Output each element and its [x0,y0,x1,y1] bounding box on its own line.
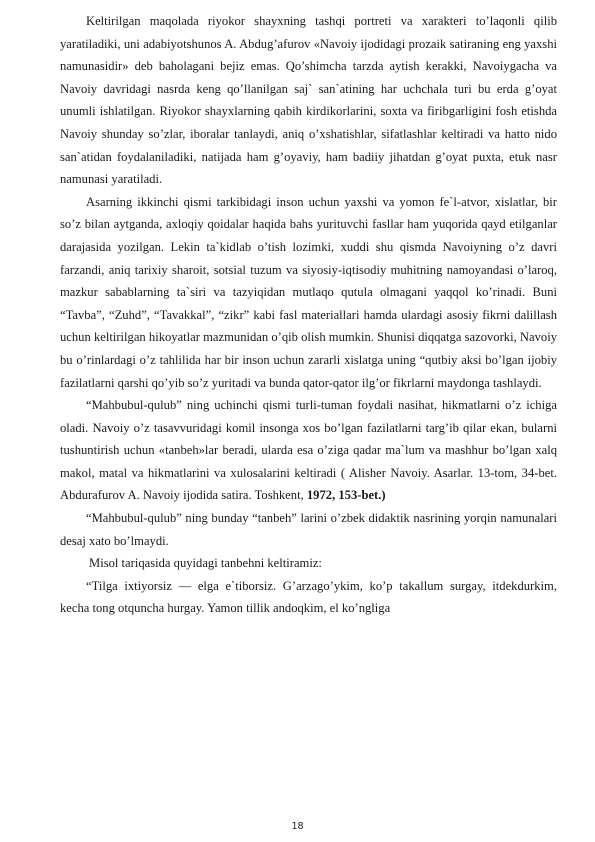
paragraph-tanbeh-summary: “Mahbubul-qulub” ning bunday “tanbeh” larini o’zbek didaktik nasrining yorqin namunalari desaj xato bo’lmaydi. [60,511,557,548]
paragraph-third-part-text: “Mahbubul-qulub” ning uchinchi qismi turli-tuman foydali nasihat, hikmatlarni o’z ichiga oladi. Navoiy o’z tasavvuridagi komil insonga xos bo’lgan fazilatlarni targ’ib qilar ekan, bularni tushuntirish uchun «tanbeh»lar beradi, ularda esa o’ziga qadar ma`lum va mashhur bo’lgan xalq makol, matal va hikmatlarini va xulosalarini keltiradi ( Alisher Navoiy. Asarlar. 13-tom, 34-bet. Abdurafurov A. Navoiy ijodida satira. Toshkent, [60,398,557,503]
paragraph-quote-start: “Tilga ixtiyorsiz — elga e`tiborsiz. G’arzago’ykim, ko’p takallum surgay, itdekdurkim, kecha tong otquncha hurgay. Yamon tillik andoqkim, el ko’ngliga [60,578,557,616]
paragraph-satire-analysis: Keltirilgan maqolada riyokor shayxning tashqi portreti va xarakteri to’laqonli qilib yaratiladiki, uni adabiyotshunos A. Abdug’afurov «Navoiy ijodidagi prozaik satiraning eng yaxshi namunasidir» deb baholagani bejiz emas. Qo’shimcha tarzda aytish kerakki, Navoiygacha va Navoiy davridagi nasrda keng qo’llanilgan saj` san`atining har uchchala turi bu erda g’oyat unumli ishlatilgan. Riyokor shayxlarning qabih kirdikorlarini, soxta va firibgarligini fosh etishda Navoiy shunday so’zlar, iboralar tanlaydi, aniq o’xshatishlar, sifatlashlar keltiradi va hatto nido san`atidan foydalaniladiki, natijada ham g’oyaviy, ham badiiy jihatdan g’oyat puxta, etuk nasr namunasi yaratiladi. [60,14,557,187]
paragraph-second-part: Asarning ikkinchi qismi tarkibidagi inson uchun yaxshi va yomon fe`l-atvor, xislatlar, bir so’z bilan aytganda, axloqiy qoidalar haqida bahs yurituvchi fasllar ham yuqorida qayd etilganlar darajasida yozilgan. Lekin ta`kidlab o’tish lozimki, xuddi shu qismda Navoiyning o’z davri farzandi, aniq tarixiy sharoit, sotsial tuzum va siyosiy-iqtisodiy muhitning namoyandasi o’laroq, mazkur sabablarning ta`siri va tazyiqidan mutlaqo qutula olmagani yaqqol ko’rinadi. Buni “Tavba”, “Zuhd”, “Tavakkal”, “zikr” kabi fasl materiallari hamda ulardagi asosiy fikrni dalillash uchun keltirilgan hikoyatlar mazmunidan o’qib olish mumkin. Shunisi diqqatga sazovorki, Navoiy bu o’rinlardagi o’z tahlilida har bir inson uchun zararli xislatga uning “qutbiy aksi bo’lgan ijobiy fazilatlarni qarshi qo’yib so’z yuritadi va bunda qator-qator ilg’or fikrlarni maydonga tashlaydi. [60,194,557,390]
paragraph-third-part [60,394,557,507]
citation-bold: 1972, 153-bet.) [306,488,386,503]
document-page [60,10,557,620]
page-number: 18 [291,821,304,832]
paragraph-example-intro: Misol tariqasida quyidagi tanbehni keltiramiz: [89,556,322,571]
